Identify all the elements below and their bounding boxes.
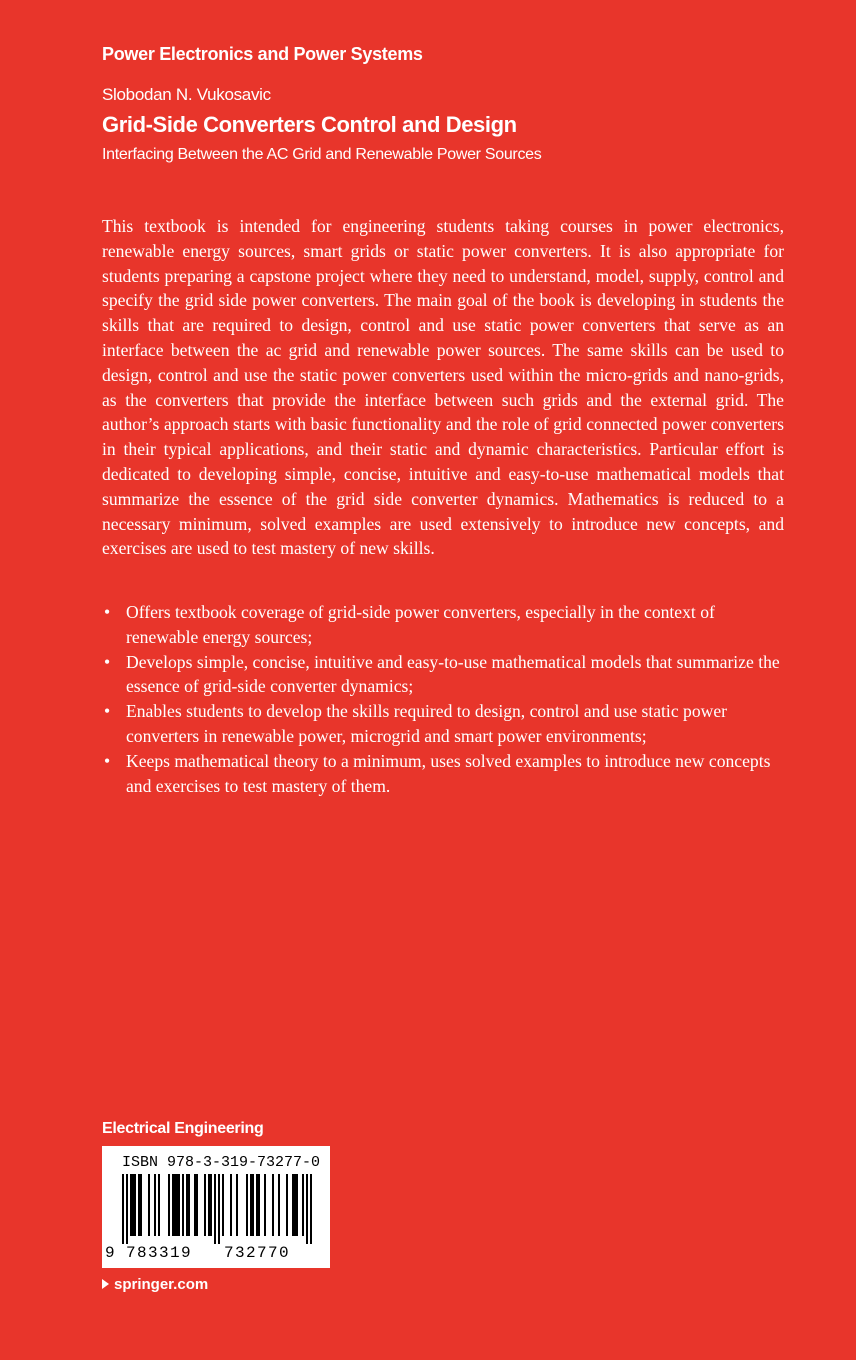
- barcode-bar: [302, 1174, 304, 1236]
- barcode-bar: [236, 1174, 238, 1236]
- barcode-bars: [116, 1174, 316, 1244]
- book-title: Grid-Side Converters Control and Design: [102, 112, 517, 137]
- publisher-link[interactable]: [102, 1276, 208, 1293]
- feature-item: [102, 650, 784, 700]
- feature-text: Enables students to develop the skills required to design, control and use static power converters in renewable power, microgrid and smart power environments;: [126, 701, 727, 746]
- barcode-bar: [286, 1174, 288, 1236]
- barcode-bar: [174, 1174, 176, 1236]
- barcode-bar: [222, 1174, 224, 1236]
- subject-category: Electrical Engineering: [102, 1120, 264, 1137]
- barcode-bar: [208, 1174, 210, 1236]
- bullet-icon: •: [104, 651, 111, 672]
- barcode-bar: [294, 1174, 296, 1236]
- series-title: Power Electronics and Power Systems: [102, 44, 423, 64]
- feature-item: [102, 699, 784, 749]
- barcode-bar: [188, 1174, 190, 1236]
- barcode-guard-bar: [310, 1174, 312, 1244]
- barcode-guard-bar: [122, 1174, 124, 1244]
- barcode-bar: [230, 1174, 232, 1236]
- barcode-bar: [172, 1174, 174, 1236]
- barcode-bar: [138, 1174, 140, 1236]
- barcode-guard-bar: [214, 1174, 216, 1244]
- bullet-icon: •: [104, 750, 111, 771]
- barcode-bar: [178, 1174, 180, 1236]
- barcode-bar: [292, 1174, 294, 1236]
- feature-text: Keeps mathematical theory to a minimum, uses solved examples to introduce new concepts and exercises to test mastery of them.: [126, 750, 771, 796]
- barcode-bar: [132, 1174, 134, 1236]
- feature-list: [102, 600, 784, 798]
- triangle-arrow-icon: [102, 1279, 109, 1289]
- barcode-guard-bar: [126, 1174, 128, 1244]
- barcode-bar: [250, 1174, 252, 1236]
- barcode-bar: [182, 1174, 184, 1236]
- barcode-bar: [204, 1174, 206, 1236]
- barcode-bar: [196, 1174, 198, 1236]
- publisher-link-text[interactable]: springer.com: [114, 1276, 209, 1293]
- description-paragraph: This textbook is intended for engineering students taking courses in power electronics, renewable energy sources, smart grids or static power converters. It is also appropriate for students preparing a capstone project where they need to understand, model, supply, control and specify the grid side power converters. The main goal of the book is developing in students the skills that are required to design, control and use static power converters that serve as an interface between the ac grid and renewable power sources. The same skills can be used to design, control and use the static power converters used within the micro-grids and nano-grids, as the converters that provide the interface between such grids and the external grid. The author’s approach starts with basic functionality and the role of grid connected power converters in their typical applications, and their static and dynamic characteristics. Particular effort is dedicated to developing simple, concise, intuitive and easy-to-use mathematical models that summarize the essence of the grid side converter dynamics. Mathematics is reduced to a necessary minimum, solved examples are used extensively to introduce new concepts, and exercises are used to test mastery of new skills.: [102, 216, 784, 559]
- feature-text: Develops simple, concise, intuitive and easy-to-use mathematical models that summarize the essence of grid-side converter dynamics;: [126, 651, 780, 697]
- barcode-bar: [158, 1174, 160, 1236]
- barcode-bar: [154, 1174, 156, 1236]
- bullet-icon: •: [104, 602, 111, 622]
- barcode-bar: [258, 1174, 260, 1236]
- barcode-bar: [176, 1174, 178, 1236]
- isbn-label: ISBN 978-3-319-73277-0: [122, 1154, 321, 1171]
- feature-item: [102, 600, 784, 650]
- barcode-bar: [186, 1174, 188, 1236]
- bullet-icon: •: [104, 701, 111, 722]
- barcode-bar: [256, 1174, 258, 1236]
- barcode-bar: [168, 1174, 170, 1236]
- barcode-bar: [148, 1174, 150, 1236]
- barcode-bar: [130, 1174, 132, 1236]
- feature-text: Offers textbook coverage of grid-side power converters, especially in the context of renewable energy sources;: [126, 602, 715, 647]
- barcode-bar: [134, 1174, 136, 1236]
- barcode-digit-first: 9: [105, 1244, 115, 1262]
- barcode-guard-bar: [218, 1174, 220, 1244]
- barcode-bar: [264, 1174, 266, 1236]
- barcode-bar: [278, 1174, 280, 1236]
- isbn-barcode: [102, 1146, 330, 1268]
- feature-item: [102, 749, 784, 799]
- barcode-bar: [296, 1174, 298, 1236]
- barcode-bar: [140, 1174, 142, 1236]
- barcode-guard-bar: [306, 1174, 308, 1244]
- barcode-bar: [210, 1174, 212, 1236]
- book-subtitle: Interfacing Between the AC Grid and Renewable Power Sources: [102, 146, 542, 163]
- barcode-bar: [252, 1174, 254, 1236]
- barcode-bar: [194, 1174, 196, 1236]
- barcode-bar: [246, 1174, 248, 1236]
- barcode-bar: [272, 1174, 274, 1236]
- barcode-digits-left: 783319: [126, 1244, 193, 1262]
- barcode-digits-right: 732770: [224, 1244, 291, 1262]
- author-name: Slobodan N. Vukosavic: [102, 85, 271, 104]
